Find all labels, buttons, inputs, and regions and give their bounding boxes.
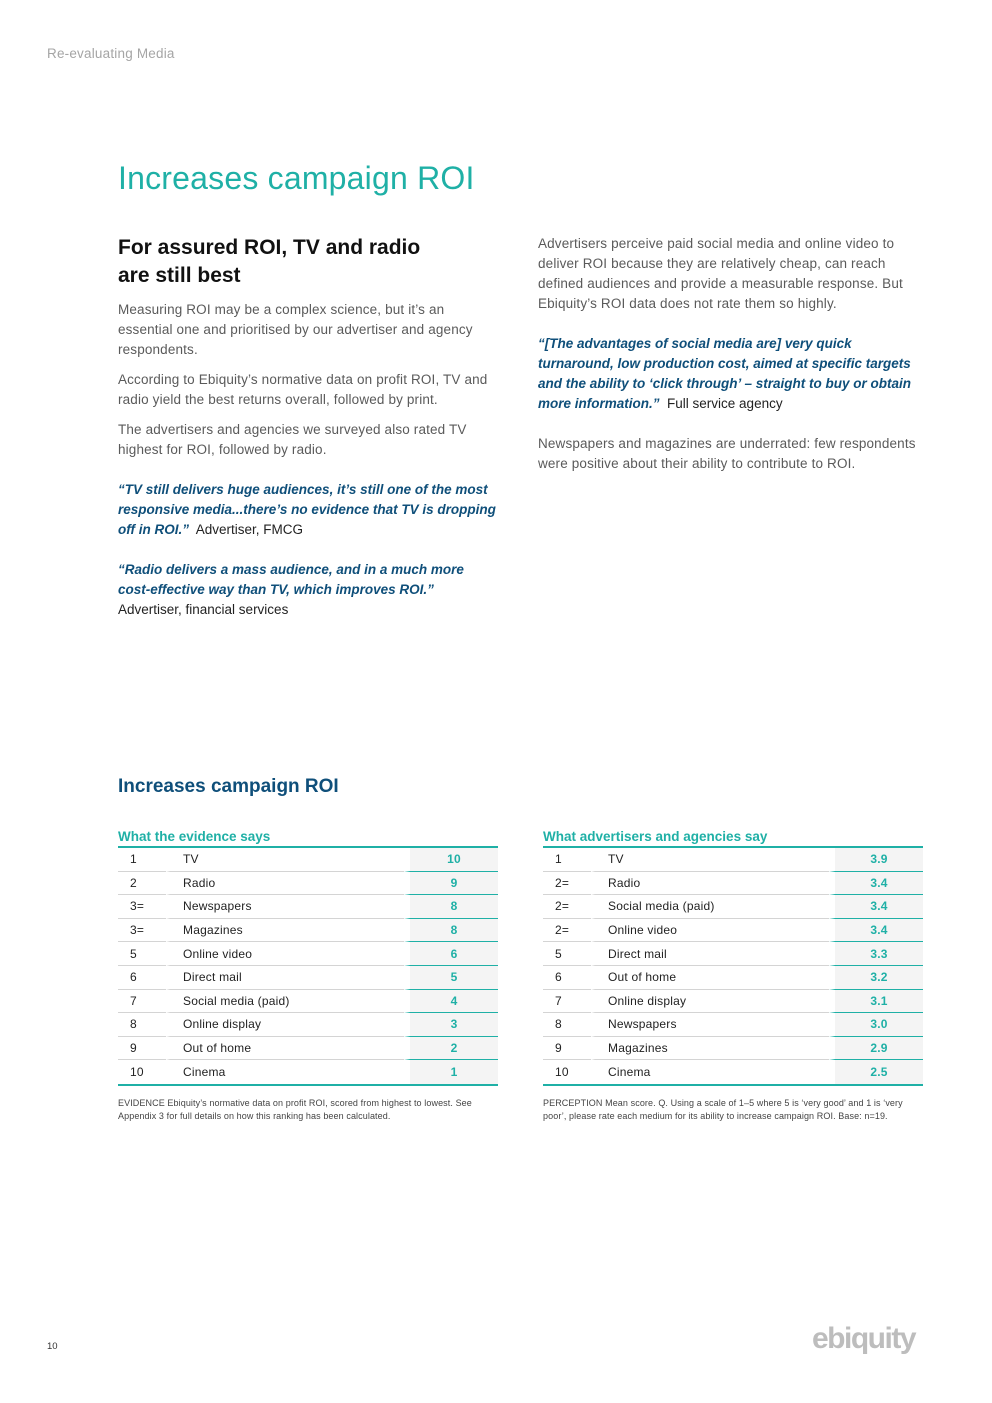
left-column: [118, 234, 498, 630]
medium-cell: Magazines: [591, 1037, 829, 1061]
value-cell: 3.2: [829, 966, 923, 990]
quote-attribution: Full service agency: [667, 396, 783, 411]
table-bottom-rule: [118, 1084, 498, 1086]
medium-cell: Cinema: [591, 1060, 829, 1084]
table-row: [118, 872, 498, 896]
quote-attribution: Advertiser, financial services: [118, 602, 289, 617]
quote-text: “Radio delivers a mass audience, and in a much more cost-effective way than TV, which improves ROI.”: [118, 562, 464, 597]
table-row: [543, 966, 923, 990]
rank-cell: 7: [543, 990, 591, 1014]
page-title: Increases campaign ROI: [118, 160, 475, 196]
medium-cell: Direct mail: [591, 942, 829, 966]
medium-cell: Direct mail: [166, 966, 404, 990]
perception-table-block: [543, 829, 923, 1123]
evidence-table-block: [118, 829, 498, 1123]
rank-cell: 9: [543, 1037, 591, 1061]
value-cell: 2: [404, 1037, 498, 1061]
rank-cell: 2=: [543, 872, 591, 896]
running-head: Re-evaluating Media: [47, 46, 175, 61]
rank-cell: 10: [130, 1065, 144, 1080]
rank-cell: 2=: [543, 895, 591, 919]
table-row: [543, 1060, 923, 1084]
paragraph: Newspapers and magazines are underrated: few respondents were positive about their ability to contribute to ROI.: [538, 436, 916, 471]
quote-social: [538, 334, 928, 414]
medium-cell: Social media (paid): [166, 990, 404, 1014]
quote-tv: [118, 480, 498, 540]
medium-cell: Online display: [166, 1013, 404, 1037]
rank-cell: 6: [543, 966, 591, 990]
paragraph: The advertisers and agencies we surveyed also rated TV highest for ROI, followed by radio.: [118, 422, 467, 457]
table-row: [543, 990, 923, 1014]
rank-cell: 8: [118, 1013, 166, 1037]
table-heading: What advertisers and agencies say: [543, 829, 768, 844]
value-cell: 4: [404, 990, 498, 1014]
table-row: [118, 848, 498, 872]
rank-cell: 8: [543, 1013, 591, 1037]
value-cell: 3.1: [829, 990, 923, 1014]
rank-cell: 6: [118, 966, 166, 990]
medium-cell: TV: [166, 848, 404, 872]
value-cell: 3.4: [829, 895, 923, 919]
value-cell: 3.4: [829, 872, 923, 896]
table-bottom-rule: [543, 1084, 923, 1086]
paragraph: According to Ebiquity’s normative data on profit ROI, TV and radio yield the best returns overall, followed by print.: [118, 372, 488, 407]
evidence-table: [118, 848, 498, 1084]
table-note: PERCEPTION Mean score. Q. Using a scale of 1–5 where 5 is ‘very good’ and 1 is ‘very poor’, please rate each medium for its ability to increase campaign ROI. Base: n=19.: [543, 1097, 903, 1121]
value-cell: 5: [404, 966, 498, 990]
rank-cell: 2=: [543, 919, 591, 943]
table-row: [118, 990, 498, 1014]
ebiquity-logo: ebiquity: [812, 1322, 916, 1355]
value-cell: 6: [404, 942, 498, 966]
rank-cell: 1: [543, 848, 591, 872]
value-cell: 10: [404, 848, 498, 872]
page-number: 10: [47, 1341, 58, 1352]
table-row: [118, 919, 498, 943]
quote-text: “[The advantages of social media are] very quick turnaround, low production cost, aimed at specific targets and the ability to ‘click through’ – straight to buy or obtain more information.”: [538, 336, 912, 411]
table-heading: What the evidence says: [118, 829, 271, 844]
value-cell: 9: [404, 872, 498, 896]
rank-cell: 7: [118, 990, 166, 1014]
right-column: [538, 234, 928, 484]
table-row: [543, 919, 923, 943]
table-row: [543, 942, 923, 966]
table-note: EVIDENCE Ebiquity’s normative data on profit ROI, scored from highest to lowest. See Appendix 3 for full details on how this ranking has been calculated.: [118, 1097, 472, 1121]
medium-cell: Radio: [166, 872, 404, 896]
subhead: For assured ROI, TV and radio are still best: [118, 236, 421, 287]
value-cell: 8: [404, 895, 498, 919]
medium-cell: Online video: [166, 942, 404, 966]
table-row: [118, 942, 498, 966]
value-cell: 1: [404, 1060, 498, 1084]
value-cell: 8: [404, 919, 498, 943]
medium-cell: Social media (paid): [591, 895, 829, 919]
medium-cell: Radio: [591, 872, 829, 896]
rank-cell: 2: [118, 872, 166, 896]
value-cell: 2.9: [829, 1037, 923, 1061]
value-cell: 3.3: [829, 942, 923, 966]
medium-cell: Out of home: [166, 1037, 404, 1061]
rank-cell: 3=: [118, 919, 166, 943]
value-cell: 3: [404, 1013, 498, 1037]
rank-cell: 3=: [118, 895, 166, 919]
medium-cell: Online display: [591, 990, 829, 1014]
rank-cell: 10: [555, 1065, 569, 1080]
medium-cell: Cinema: [166, 1060, 404, 1084]
medium-cell: Newspapers: [591, 1013, 829, 1037]
table-row: [118, 895, 498, 919]
value-cell: 3.4: [829, 919, 923, 943]
table-row: [543, 1013, 923, 1037]
medium-cell: Magazines: [166, 919, 404, 943]
quote-attribution: Advertiser, FMCG: [195, 522, 304, 537]
rank-cell: 5: [118, 942, 166, 966]
section-title: Increases campaign ROI: [118, 776, 339, 797]
value-cell: 3.9: [829, 848, 923, 872]
table-row: [118, 966, 498, 990]
table-row: [118, 1013, 498, 1037]
value-cell: 3.0: [829, 1013, 923, 1037]
paragraph: Measuring ROI may be a complex science, but it’s an essential one and prioritised by our advertiser and agency respondents.: [118, 302, 473, 357]
table-row: [543, 1037, 923, 1061]
medium-cell: Newspapers: [166, 895, 404, 919]
medium-cell: Out of home: [591, 966, 829, 990]
quote-text: “TV still delivers huge audiences, it’s still one of the most responsive media...there’s no evidence that TV is dropping off in ROI.”: [118, 482, 496, 537]
rank-cell: 5: [543, 942, 591, 966]
paragraph: Advertisers perceive paid social media and online video to deliver ROI because they are relatively cheap, can reach defined audiences and provide a measurable response. But Ebiquity’s ROI data does not rate them so highly.: [538, 236, 903, 311]
rank-cell: 1: [118, 848, 166, 872]
table-row: [543, 872, 923, 896]
table-row: [543, 848, 923, 872]
table-row: [118, 1060, 498, 1084]
table-row: [118, 1037, 498, 1061]
value-cell: 2.5: [829, 1060, 923, 1084]
quote-radio: [118, 560, 498, 620]
medium-cell: Online video: [591, 919, 829, 943]
medium-cell: TV: [591, 848, 829, 872]
table-row: [543, 895, 923, 919]
rank-cell: 9: [118, 1037, 166, 1061]
perception-table: [543, 848, 923, 1084]
